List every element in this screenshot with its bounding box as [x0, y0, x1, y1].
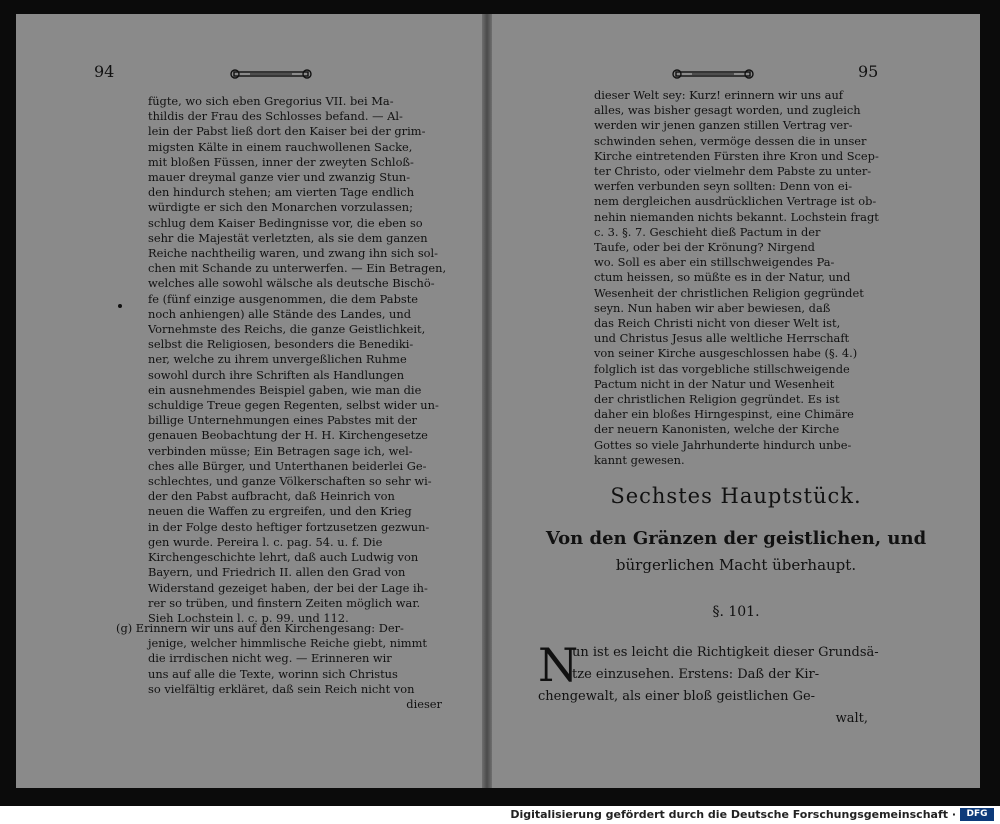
text-line: fügte, wo sich eben Gregorius VII. bei Ma- [148, 94, 394, 108]
text-line: schlug dem Kaiser Bedingnisse vor, die eben so [148, 215, 423, 230]
text-line: das Reich Christi nicht von dieser Welt ist, [594, 316, 841, 331]
text-line: von seiner Kirche ausgeschlossen habe (§. 4.) [594, 346, 858, 361]
right-body-text [594, 88, 880, 468]
text-line: schlechtes, und ganze Völkerschaften so sehr wi- [148, 474, 432, 489]
text-line: folglich ist das vorgebliche stillschweigende [594, 361, 850, 376]
section-number: §. 101. [712, 604, 760, 620]
paragraph-line: walt, [835, 711, 868, 726]
text-line: seyn. Nun haben wir aber bewiesen, daß [594, 300, 831, 315]
dfg-logo[interactable]: DFG [960, 808, 994, 821]
text-line: nehin niemanden nichts bekannt. Lochstein fragt [594, 209, 879, 224]
text-line: Bayern, und Friedrich II. allen den Grad von [148, 565, 406, 580]
drop-cap: N [538, 638, 579, 692]
text-line: Gottes so viele Jahrhunderte hindurch unbe- [594, 437, 852, 452]
text-line: neuen die Waffen zu ergreifen, und den Krieg [148, 504, 412, 519]
text-line: der neuern Kanonisten, welche der Kirche [594, 422, 840, 437]
text-line: lein der Pabst ließ dort den Kaiser bei der grim- [148, 124, 426, 139]
text-line: schwinden sehen, vermöge dessen die in unser [594, 133, 867, 148]
footer-credit: Digitalisierung gefördert durch die Deutsche Forschungsgemeinschaft · [510, 808, 956, 821]
footer-bar [0, 806, 1000, 824]
footnote-line: dieser [406, 697, 442, 712]
text-line: noch anhiengen) alle Stände des Landes, und [148, 306, 412, 321]
text-line: mauer dreymal ganze vier und zwanzig Stun- [148, 170, 411, 185]
left-body-text [148, 94, 466, 626]
text-line: Wesenheit der christlichen Religion gegründet [594, 285, 864, 300]
ornament-left-icon [230, 68, 312, 80]
text-line: der den Pabst aufbracht, daß Heinrich von [148, 489, 395, 504]
text-line: ches alle Bürger, und Unterthanen beiderlei Ge- [148, 458, 427, 473]
text-line: in der Folge desto heftiger fortzusetzen gezwun- [148, 519, 430, 534]
text-line: selbst die Religiosen, besonders die Benediki- [148, 337, 414, 352]
text-line: verbinden müsse; Ein Betragen sage ich, wel- [148, 443, 413, 458]
section-paragraph [538, 638, 888, 730]
paragraph-line: un ist es leicht die Richtigkeit dieser Grundsä- [572, 645, 879, 660]
ornament-right-icon [672, 68, 754, 80]
footnote-line: so vielfältig erkläret, daß sein Reich nicht von [148, 681, 415, 696]
text-line: thildis der Frau des Schlosses befand. — Al- [148, 109, 403, 124]
text-line: Reiche nachtheilig waren, und zwang ihn sich sol- [148, 246, 439, 261]
text-line: würdigte er sich den Monarchen vorzulassen; [148, 200, 413, 215]
text-line: genauen Beobachtung der H. H. Kirchengesetze [148, 428, 428, 443]
chapter-subtitle-line-2: bürgerlichen Macht überhaupt. [615, 556, 857, 574]
text-line: ter Christo, oder vielmehr dem Pabste zu unter- [594, 164, 872, 179]
text-line: und Christus Jesus alle weltliche Herrschaft [594, 331, 850, 346]
text-line: dieser Welt sey: Kurz! erinnern wir uns auf [594, 88, 843, 102]
right-page [492, 14, 980, 788]
chapter-subtitle-line-1: Von den Gränzen der geistlichen, und [545, 528, 927, 549]
text-line: nem dergleichen ausdrücklichen Vertrage ist ob- [594, 194, 877, 209]
footnote-g [116, 621, 466, 712]
page-number-right: 95 [858, 62, 879, 81]
text-line: sowohl durch ihre Schriften als Handlungen [148, 367, 405, 382]
text-line: werden wir jenen ganzen stillen Vertrag ver- [594, 118, 853, 133]
text-line: Sieh Lochstein l. c. p. 99. und 112. [148, 610, 349, 625]
text-line: sehr die Majestät verletzten, als sie dem ganzen [148, 230, 428, 245]
book-gutter [482, 14, 492, 788]
text-line: Kirche eintretenden Fürsten ihre Kron und Scep- [594, 148, 879, 163]
text-line: c. 3. §. 7. Geschieht dieß Pactum in der [594, 224, 821, 239]
text-line: Vornehmste des Reichs, die ganze Geistlichkeit, [148, 322, 426, 337]
margin-mark [118, 304, 122, 308]
text-line: fe (fünf einzige ausgenommen, die dem Pabste [148, 291, 419, 306]
paragraph-line: tze einzusehen. Erstens: Daß der Kir- [572, 667, 820, 682]
text-line: billige Unternehmungen eines Pabstes mit der [148, 413, 418, 428]
footnote-line: jenige, welcher himmlische Reiche giebt, nimmt [148, 636, 427, 651]
text-line: Kirchengeschichte lehrt, daß auch Ludwig von [148, 550, 419, 565]
text-line: ner, welche zu ihrem unvergeßlichen Ruhme [148, 352, 407, 367]
text-line: kannt gewesen. [594, 452, 685, 467]
text-line: chen mit Schande zu unterwerfen. — Ein Betragen, [148, 261, 447, 276]
text-line: Taufe, oder bei der Krönung? Nirgend [594, 240, 815, 255]
text-line: ein ausnehmendes Beispiel gaben, wie man die [148, 382, 422, 397]
text-line: alles, was bisher gesagt worden, und zugleich [594, 103, 861, 118]
chapter-title: Sechstes Hauptstück. [610, 484, 862, 508]
text-line: schuldige Treue gegen Regenten, selbst wider un- [148, 398, 439, 413]
page-number-left: 94 [94, 62, 115, 81]
text-line: den hindurch stehen; am vierten Tage endlich [148, 185, 415, 200]
text-line: ctum heissen, so müßte es in der Natur, und [594, 270, 851, 285]
text-line: migsten Kälte in einem rauchwollenen Sacke, [148, 139, 413, 154]
text-line: der christlichen Religion gegründet. Es ist [594, 392, 840, 407]
text-line: daher ein bloßes Hirngespinst, eine Chimäre [594, 407, 854, 422]
left-page [16, 14, 482, 788]
text-line: gen wurde. Pereira l. c. pag. 54. u. f. Die [148, 534, 383, 549]
text-line: rer so trüben, und finstern Zeiten möglich war. [148, 595, 421, 610]
footnote-line: (g) Erinnern wir uns auf den Kirchengesang: Der- [116, 621, 404, 635]
text-line: werfen verbunden seyn sollten: Denn von ei- [594, 179, 853, 194]
footnote-line: uns auf alle die Texte, worinn sich Christus [148, 666, 398, 681]
footnote-line: die irrdischen nicht weg. — Erinneren wir [148, 651, 392, 666]
text-line: wo. Soll es aber ein stillschweigendes Pa- [594, 255, 835, 270]
text-line: mit bloßen Füssen, inner der zweyten Schloß- [148, 154, 414, 169]
text-line: Widerstand gezeiget haben, der bei der Lage ih- [148, 580, 428, 595]
text-line: Pactum nicht in der Natur und Wesenheit [594, 376, 835, 391]
paragraph-line: chengewalt, als einer bloß geistlichen Ge- [538, 689, 816, 704]
text-line: welches alle sowohl wälsche als deutsche Bischö- [148, 276, 435, 291]
